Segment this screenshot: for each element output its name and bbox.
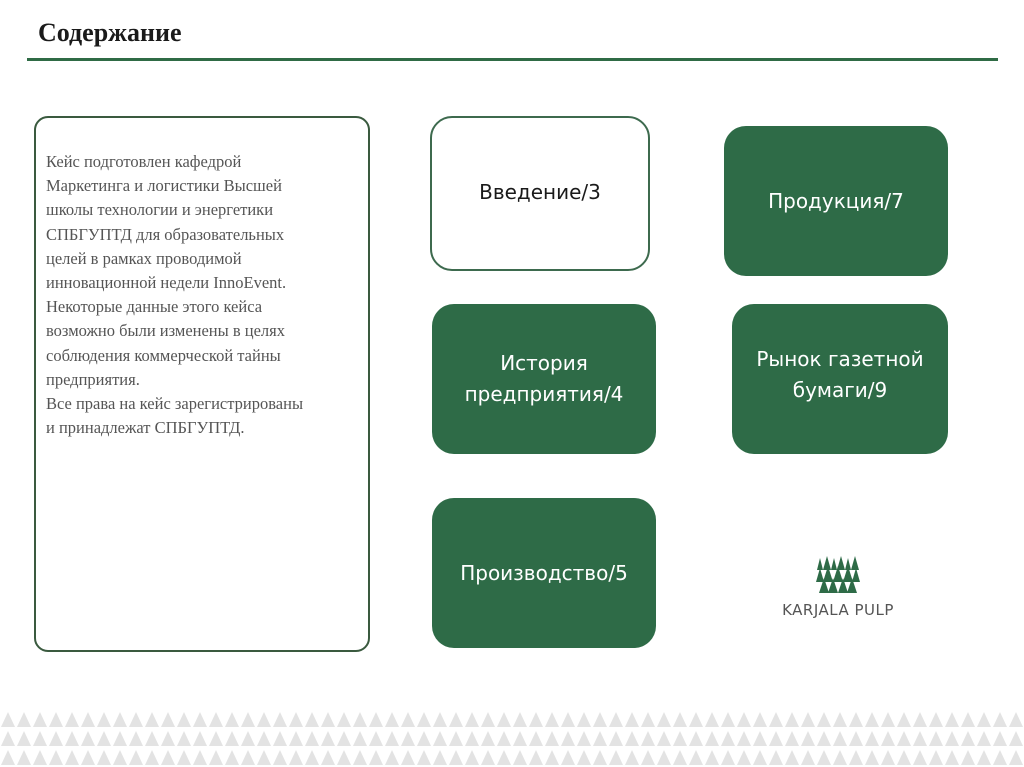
info-line: Некоторые данные этого кейса xyxy=(46,297,263,317)
tile-products[interactable] xyxy=(724,126,948,276)
tile-history[interactable] xyxy=(432,304,656,454)
tile-production-label: Производство/5 xyxy=(460,560,628,585)
tree-cluster-icon xyxy=(816,556,860,594)
info-text xyxy=(46,150,368,440)
info-line: СПБГУПТД для образовательных xyxy=(46,224,285,244)
info-panel xyxy=(34,116,370,652)
info-line: инновационной недели InnoEvent. xyxy=(46,273,287,293)
title-divider xyxy=(27,58,998,61)
karjala-pulp-logo xyxy=(776,556,900,626)
info-line: и принадлежат СПБГУПТД. xyxy=(46,418,245,438)
logo-wordmark: KARJALA PULP xyxy=(782,601,894,619)
info-line: целей в рамках проводимой xyxy=(46,248,242,268)
tile-products-label: Продукция/7 xyxy=(768,188,904,213)
page-title: Содержание xyxy=(38,18,182,47)
tile-newsprint-market-label: Рынок газетной бумаги/9 xyxy=(756,347,924,402)
tile-newsprint-market[interactable] xyxy=(732,304,948,454)
tile-intro[interactable] xyxy=(430,116,650,271)
info-line: Кейс подготовлен кафедрой xyxy=(46,152,242,171)
tile-history-label: История предприятия/4 xyxy=(464,351,624,406)
tile-production[interactable] xyxy=(432,498,656,648)
info-line: Маркетинга и логистики Высшей xyxy=(46,176,282,196)
info-line: предприятия. xyxy=(46,369,140,389)
info-line: Все права на кейс зарегистрированы xyxy=(46,394,304,414)
tile-intro-label: Введение/3 xyxy=(479,179,601,204)
decorative-triangle-pattern xyxy=(0,710,1024,767)
info-line: школы технологии и энергетики xyxy=(46,200,274,220)
info-line: возможно были изменены в целях xyxy=(46,321,285,341)
info-line: соблюдения коммерческой тайны xyxy=(46,345,281,365)
